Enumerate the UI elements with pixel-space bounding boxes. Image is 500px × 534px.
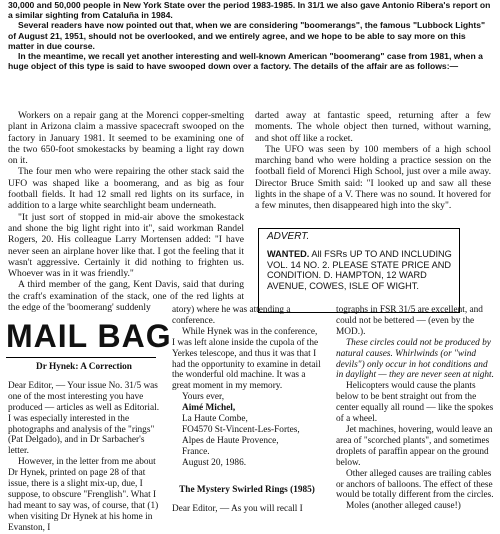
mailbag-column-3 [336,305,494,512]
advert-wanted: WANTED. [267,249,310,259]
letter-paragraph: tographs in FSR 31/5 are excellent, and could not be bettered — (even by the MOD.). [336,305,483,337]
intro-paragraph: In the meantime, we recall yet another interesting and well-known American "boomerang" case from 1981, when a huge object of this type is said to have swooped down over a factory. The details of the affair are as follows:— [8,51,483,72]
letter-heading: The Mystery Swirled Rings (1985) [179,484,315,495]
letter-date: August 20, 1986. [182,457,247,468]
letter-address: France. [182,446,210,457]
advert-heading: ADVERT. [267,231,310,242]
article-paragraph: Workers on a repair gang at the Morenci copper-smelting plant in Arizona claim a massive spacecraft swooped on the factory in January 1981. It seemed to be examining one of the two 650-foot smokestacks by beaming a light ray down on it. [8,110,244,167]
letter-signature: Aimé Michel, [182,403,236,414]
article-paragraph: darted away at fantastic speed, returning after a few moments. The whole object then turned, without warning, and shot off like a rocket. [255,110,491,144]
letter-signoff: Yours ever, [182,392,225,403]
article-paragraph: The four men who were repairing the other stack said the UFO was shaped like a boomerang, and as big as four football fields. It had 12 small red lights on its surface, in addition to a large white searchlight beam underneath. [8,166,244,212]
title-rule [6,357,156,358]
mailbag-column-2 [172,305,322,514]
letter-heading: Dr Hynek: A Correction [36,362,132,372]
article-paragraph: The UFO was seen by 100 members of a high school marching band who were holding a practice session on the football field of Morenci High School, just over a mile away. Director Bruce Smith said: "I looked up and saw all these lights in the shape of a V. There was no sound. It hovered for a few minutes, then disappeared high into the sky". [255,143,491,212]
letter-paragraph: While Hynek was in the conference, I was left alone inside the cupola of the Yerkes telescope, and thus it was that I had the opportunity to examine in detail the wonderful old machine. It was a great moment in my memory. [172,326,321,392]
letter-paragraph: Moles (another alleged cause!) [346,501,461,512]
letter-address: FO4570 St-Vincent-Les-Fortes, [182,424,300,435]
letter-paragraph: atory) where he was attending a conference. [172,305,291,326]
letter-address: Alpes de Haute Provence, [182,435,279,446]
advert-box [258,228,460,313]
letter-address: La Haute Combe, [182,414,248,425]
letter-paragraph: Dear Editor, — As you will recall I [172,503,303,514]
letter-paragraph: Dear Editor, — Your issue No. 31/5 was one of the most interesting you have produced — articles as well as Editorial. I was especially interested in the photographs and analysis of the "rings" (Pat Delgado), and in Dr Sarbacher's letter. [8,380,160,457]
letter-paragraph: Jet machines, hovering, would leave an area of "scorched plants", and sometimes droplets of paraffin appear on the ground below. [336,424,493,468]
mail-bag-title: MAIL BAG [6,318,172,354]
article-paragraph: A third member of the gang, Kent Davis, said that during the craft's examination of the stack, one of the red lights at the edge of the 'boomerang' suddenly [8,279,244,314]
article-paragraph: "It just sort of stopped in mid-air above the smokestack and shone the big light right into it", said workman Randel Rogers, 20. His colleague Larry Mortensen added: "I have never seen an airplane hover like that. I got the feeling that it wasn't aggressive. Certainly it did nothing to frighten us. Whoever was in it was friendly." [8,211,244,280]
intro-paragraph: 30,000 and 50,000 people in New York State over the period 1983-1985. In 31/1 we also gave Antonio Ribera's report on a similar sighting from Cataluña in 1984. [8,0,491,21]
article-column-right [255,110,491,212]
letter-paragraph: These circles could not be produced by natural causes. Whirlwinds (or "wind devils") only occur in hot conditions and in daylight — they are never seen at night. [336,337,494,381]
letter-paragraph: Other alleged causes are trailing cables or anchors of balloons. The effect of these would be totally different from the circles. [336,468,494,501]
letter-paragraph: Helicopters would cause the plants below to be bent straight out from the center equally all round — like the spokes of a wheel. [336,381,494,425]
advert-text: All FSRs UP TO AND INCLUDING VOL. 14 NO. 2. PLEASE STATE PRICE AND CONDITION. D. HAMPTON, 12 WARD AVENUE, COWES, ISLE OF WIGHT. [267,249,452,291]
mailbag-column-1 [8,362,160,534]
advert-body [267,249,453,291]
letter-paragraph: However, in the letter from me about Dr Hynek, printed on page 28 of that issue, there is a slight mix-up, due, I suppose, to obscure "Frenglish". What I had meant to say was, of course, that (1) when visiting Dr Hynek at his home in Evanston, I [8,457,159,533]
article-column-left [8,110,244,313]
editorial-intro [8,0,494,71]
intro-paragraph: Several readers have now pointed out that, when we are considering "boomerangs", the famous "Lubbock Lights" of August 21, 1951, should not be overlooked, and we entirely agree, and we hope to be able to say more on this matter in due course. [8,20,486,51]
